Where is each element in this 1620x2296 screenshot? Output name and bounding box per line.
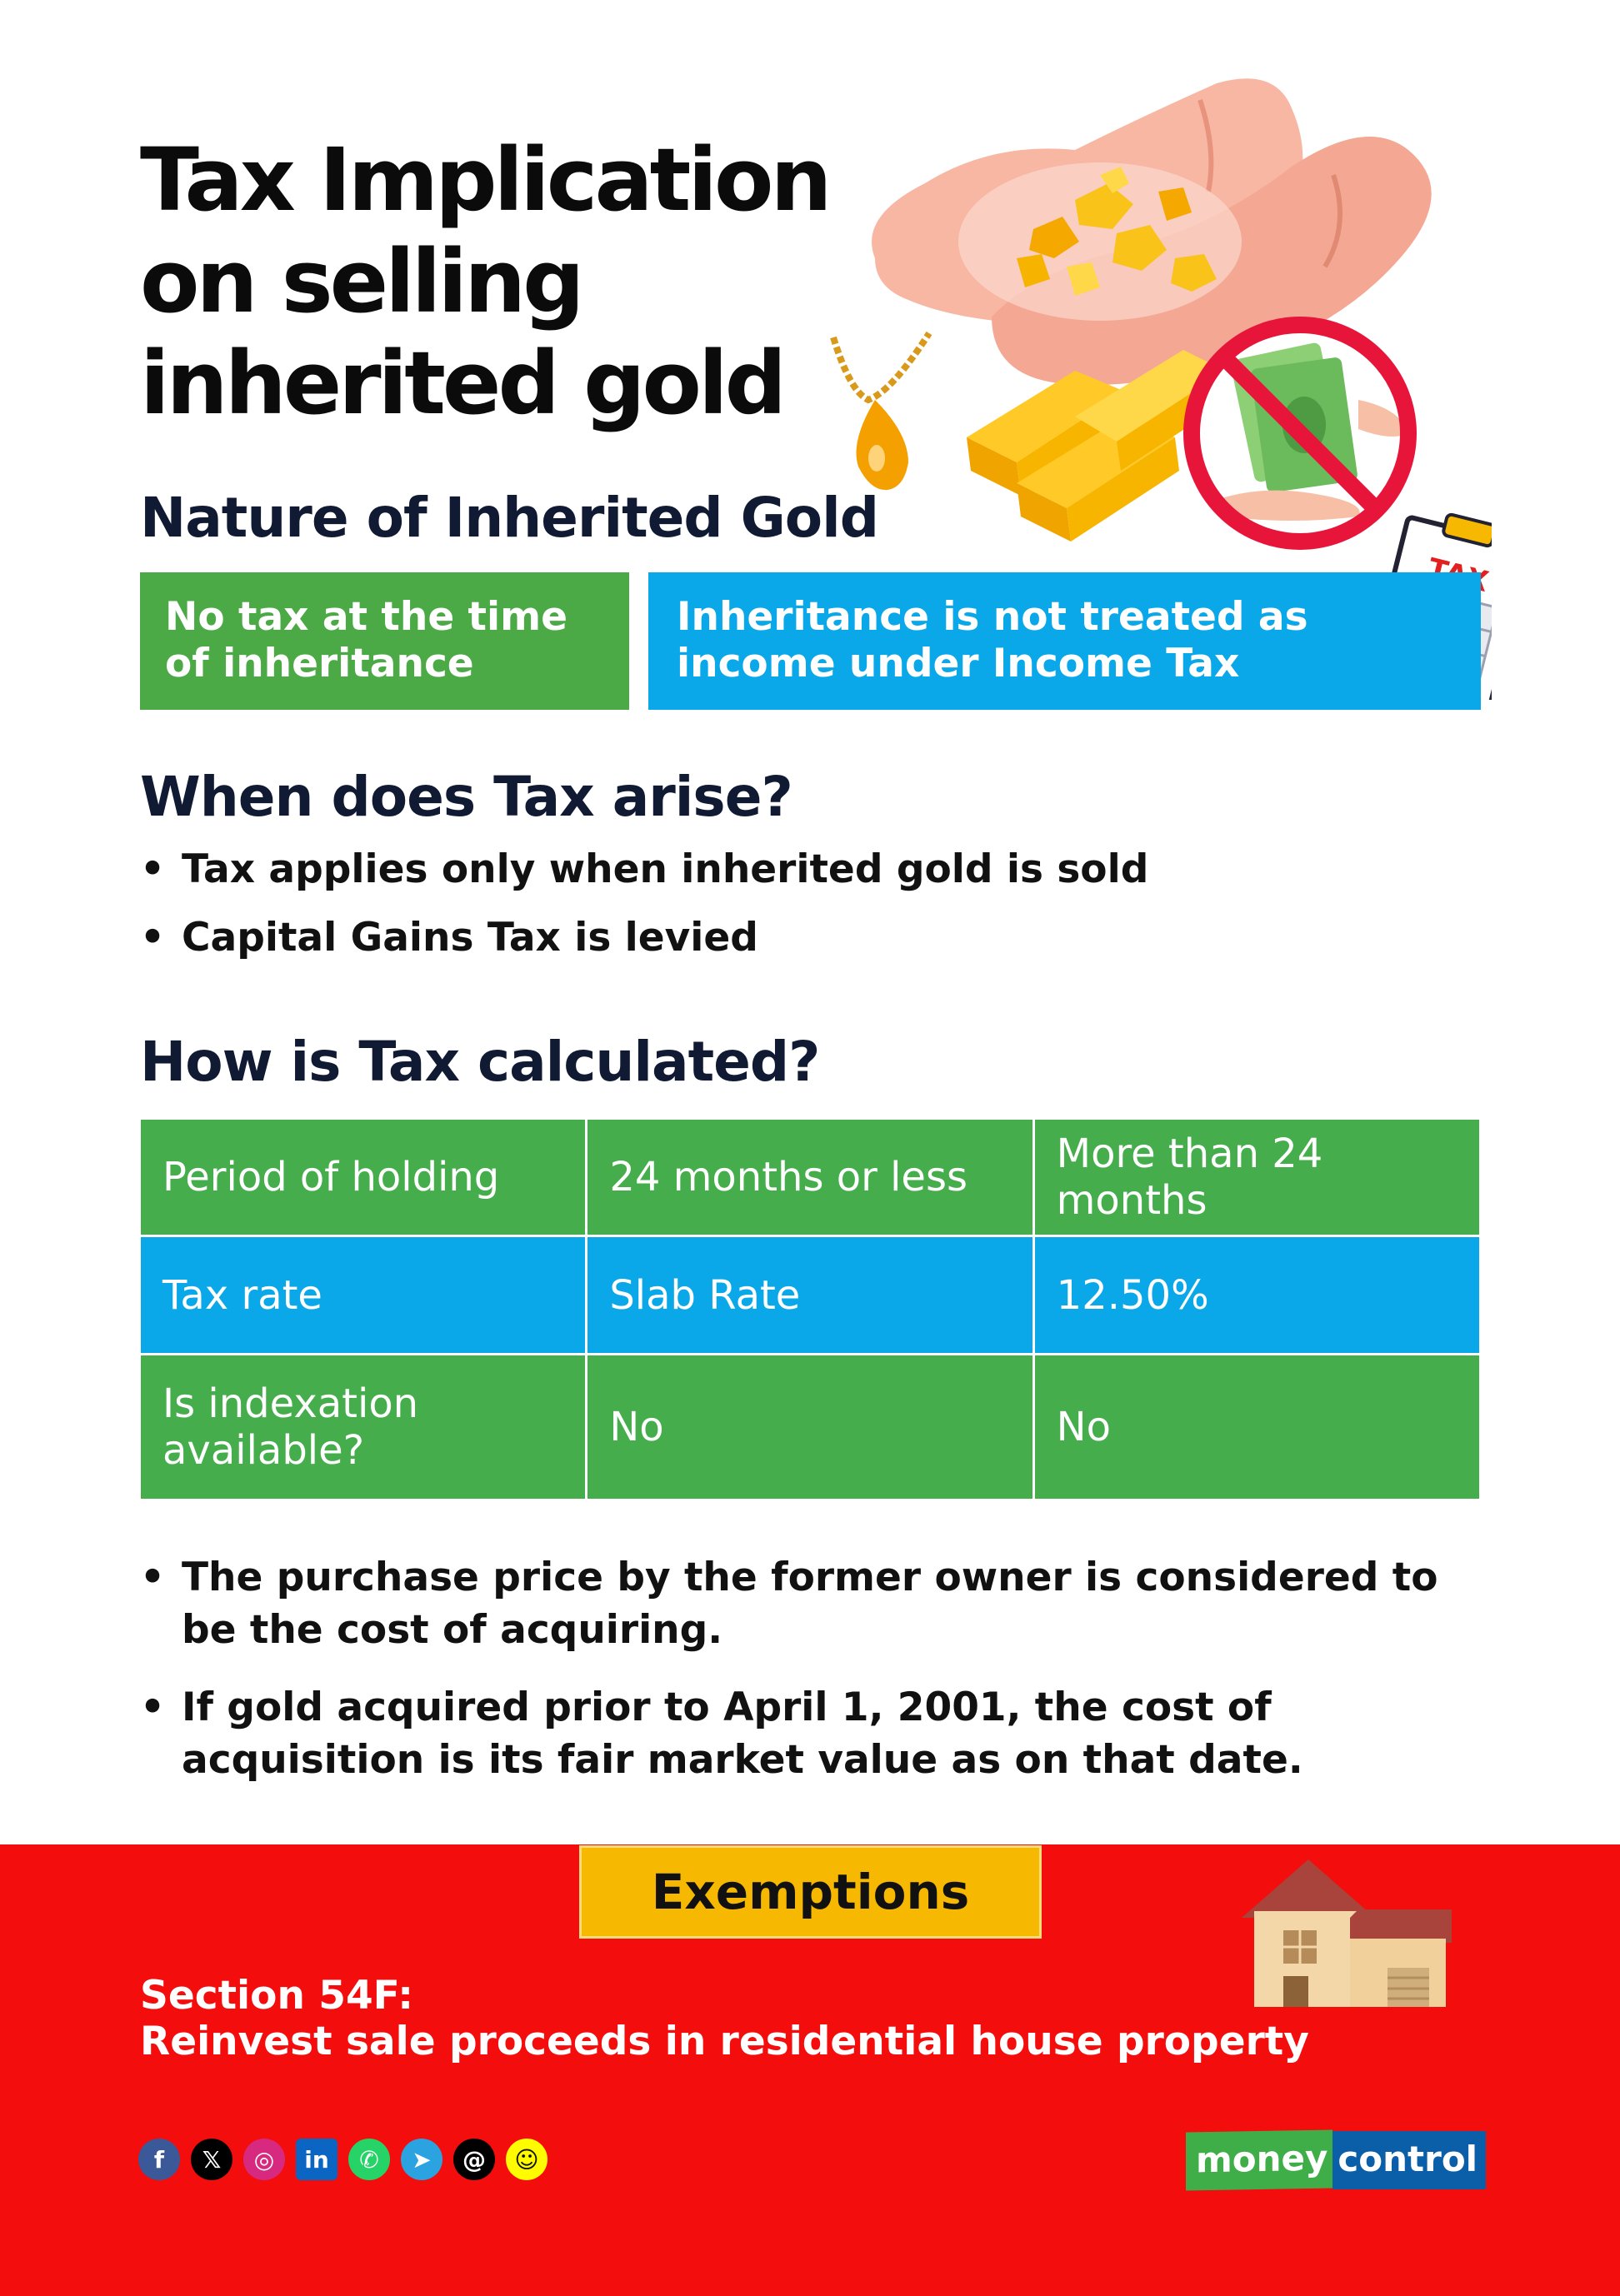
- list-item: • Capital Gains Tax is levied: [140, 915, 1390, 961]
- table-cell: No: [587, 1355, 1033, 1500]
- whatsapp-icon[interactable]: ✆: [348, 2139, 390, 2180]
- necklace-icon: [833, 333, 929, 490]
- table-cell: No: [1033, 1355, 1480, 1500]
- exemptions-label: Exemptions: [579, 1845, 1042, 1939]
- list-item: • The purchase price by the former owner is considered to be the cost of acquiring.: [140, 1551, 1490, 1656]
- no-tax-box: [140, 572, 629, 710]
- social-icons: [138, 2139, 548, 2180]
- table-cell: More than 24 months: [1033, 1119, 1480, 1236]
- table-cell: 12.50%: [1033, 1236, 1480, 1355]
- title-line-1: Tax Implication: [140, 129, 829, 231]
- list-item: • If gold acquired prior to April 1, 2001, the cost of acquisition is its fair market value as on that date.: [140, 1681, 1490, 1786]
- not-income-line-1: Inheritance is not treated as: [677, 594, 1308, 640]
- threads-icon[interactable]: @: [453, 2139, 495, 2180]
- section-54f-description: Reinvest sale proceeds in residential house property: [140, 2019, 1309, 2064]
- x-icon[interactable]: 𝕏: [191, 2139, 232, 2180]
- title-line-3: inherited gold: [140, 332, 784, 434]
- moneycontrol-logo: [1186, 2131, 1482, 2189]
- table-row: [140, 1236, 1481, 1355]
- logo-part-money: money: [1186, 2129, 1332, 2190]
- instagram-icon[interactable]: ◎: [243, 2139, 285, 2180]
- table-cell: Tax rate: [140, 1236, 587, 1355]
- table-cell: Slab Rate: [587, 1236, 1033, 1355]
- table-cell: Is indexation available?: [140, 1355, 587, 1500]
- no-tax-line-2: of inheritance: [165, 641, 474, 686]
- table-row: [140, 1119, 1481, 1236]
- house-icon: [1233, 1859, 1458, 2009]
- table-cell: 24 months or less: [587, 1119, 1033, 1236]
- title-line-2: on selling: [140, 231, 582, 332]
- tax-table: [138, 1117, 1482, 1501]
- table-row: [140, 1355, 1481, 1500]
- page-title: [140, 129, 890, 434]
- when-heading: When does Tax arise?: [140, 765, 792, 829]
- no-money-icon: [1188, 321, 1412, 546]
- table-cell: Period of holding: [140, 1119, 587, 1236]
- how-heading: How is Tax calculated?: [140, 1030, 820, 1094]
- not-income-line-2: income under Income Tax: [677, 641, 1240, 686]
- when-bullet-list: [140, 846, 1390, 983]
- snapchat-icon[interactable]: ☺: [506, 2139, 548, 2180]
- telegram-icon[interactable]: ➤: [401, 2139, 442, 2180]
- logo-part-control: control: [1332, 2131, 1486, 2189]
- no-tax-line-1: No tax at the time: [165, 594, 568, 640]
- facebook-icon[interactable]: f: [138, 2139, 180, 2180]
- linkedin-icon[interactable]: in: [296, 2139, 338, 2180]
- not-income-box: [648, 572, 1481, 710]
- section-54f-title: Section 54F:: [140, 1973, 414, 2019]
- nature-heading: Nature of Inherited Gold: [140, 486, 879, 550]
- list-item: • Tax applies only when inherited gold is sold: [140, 846, 1390, 893]
- notes-bullet-list: [140, 1551, 1490, 1811]
